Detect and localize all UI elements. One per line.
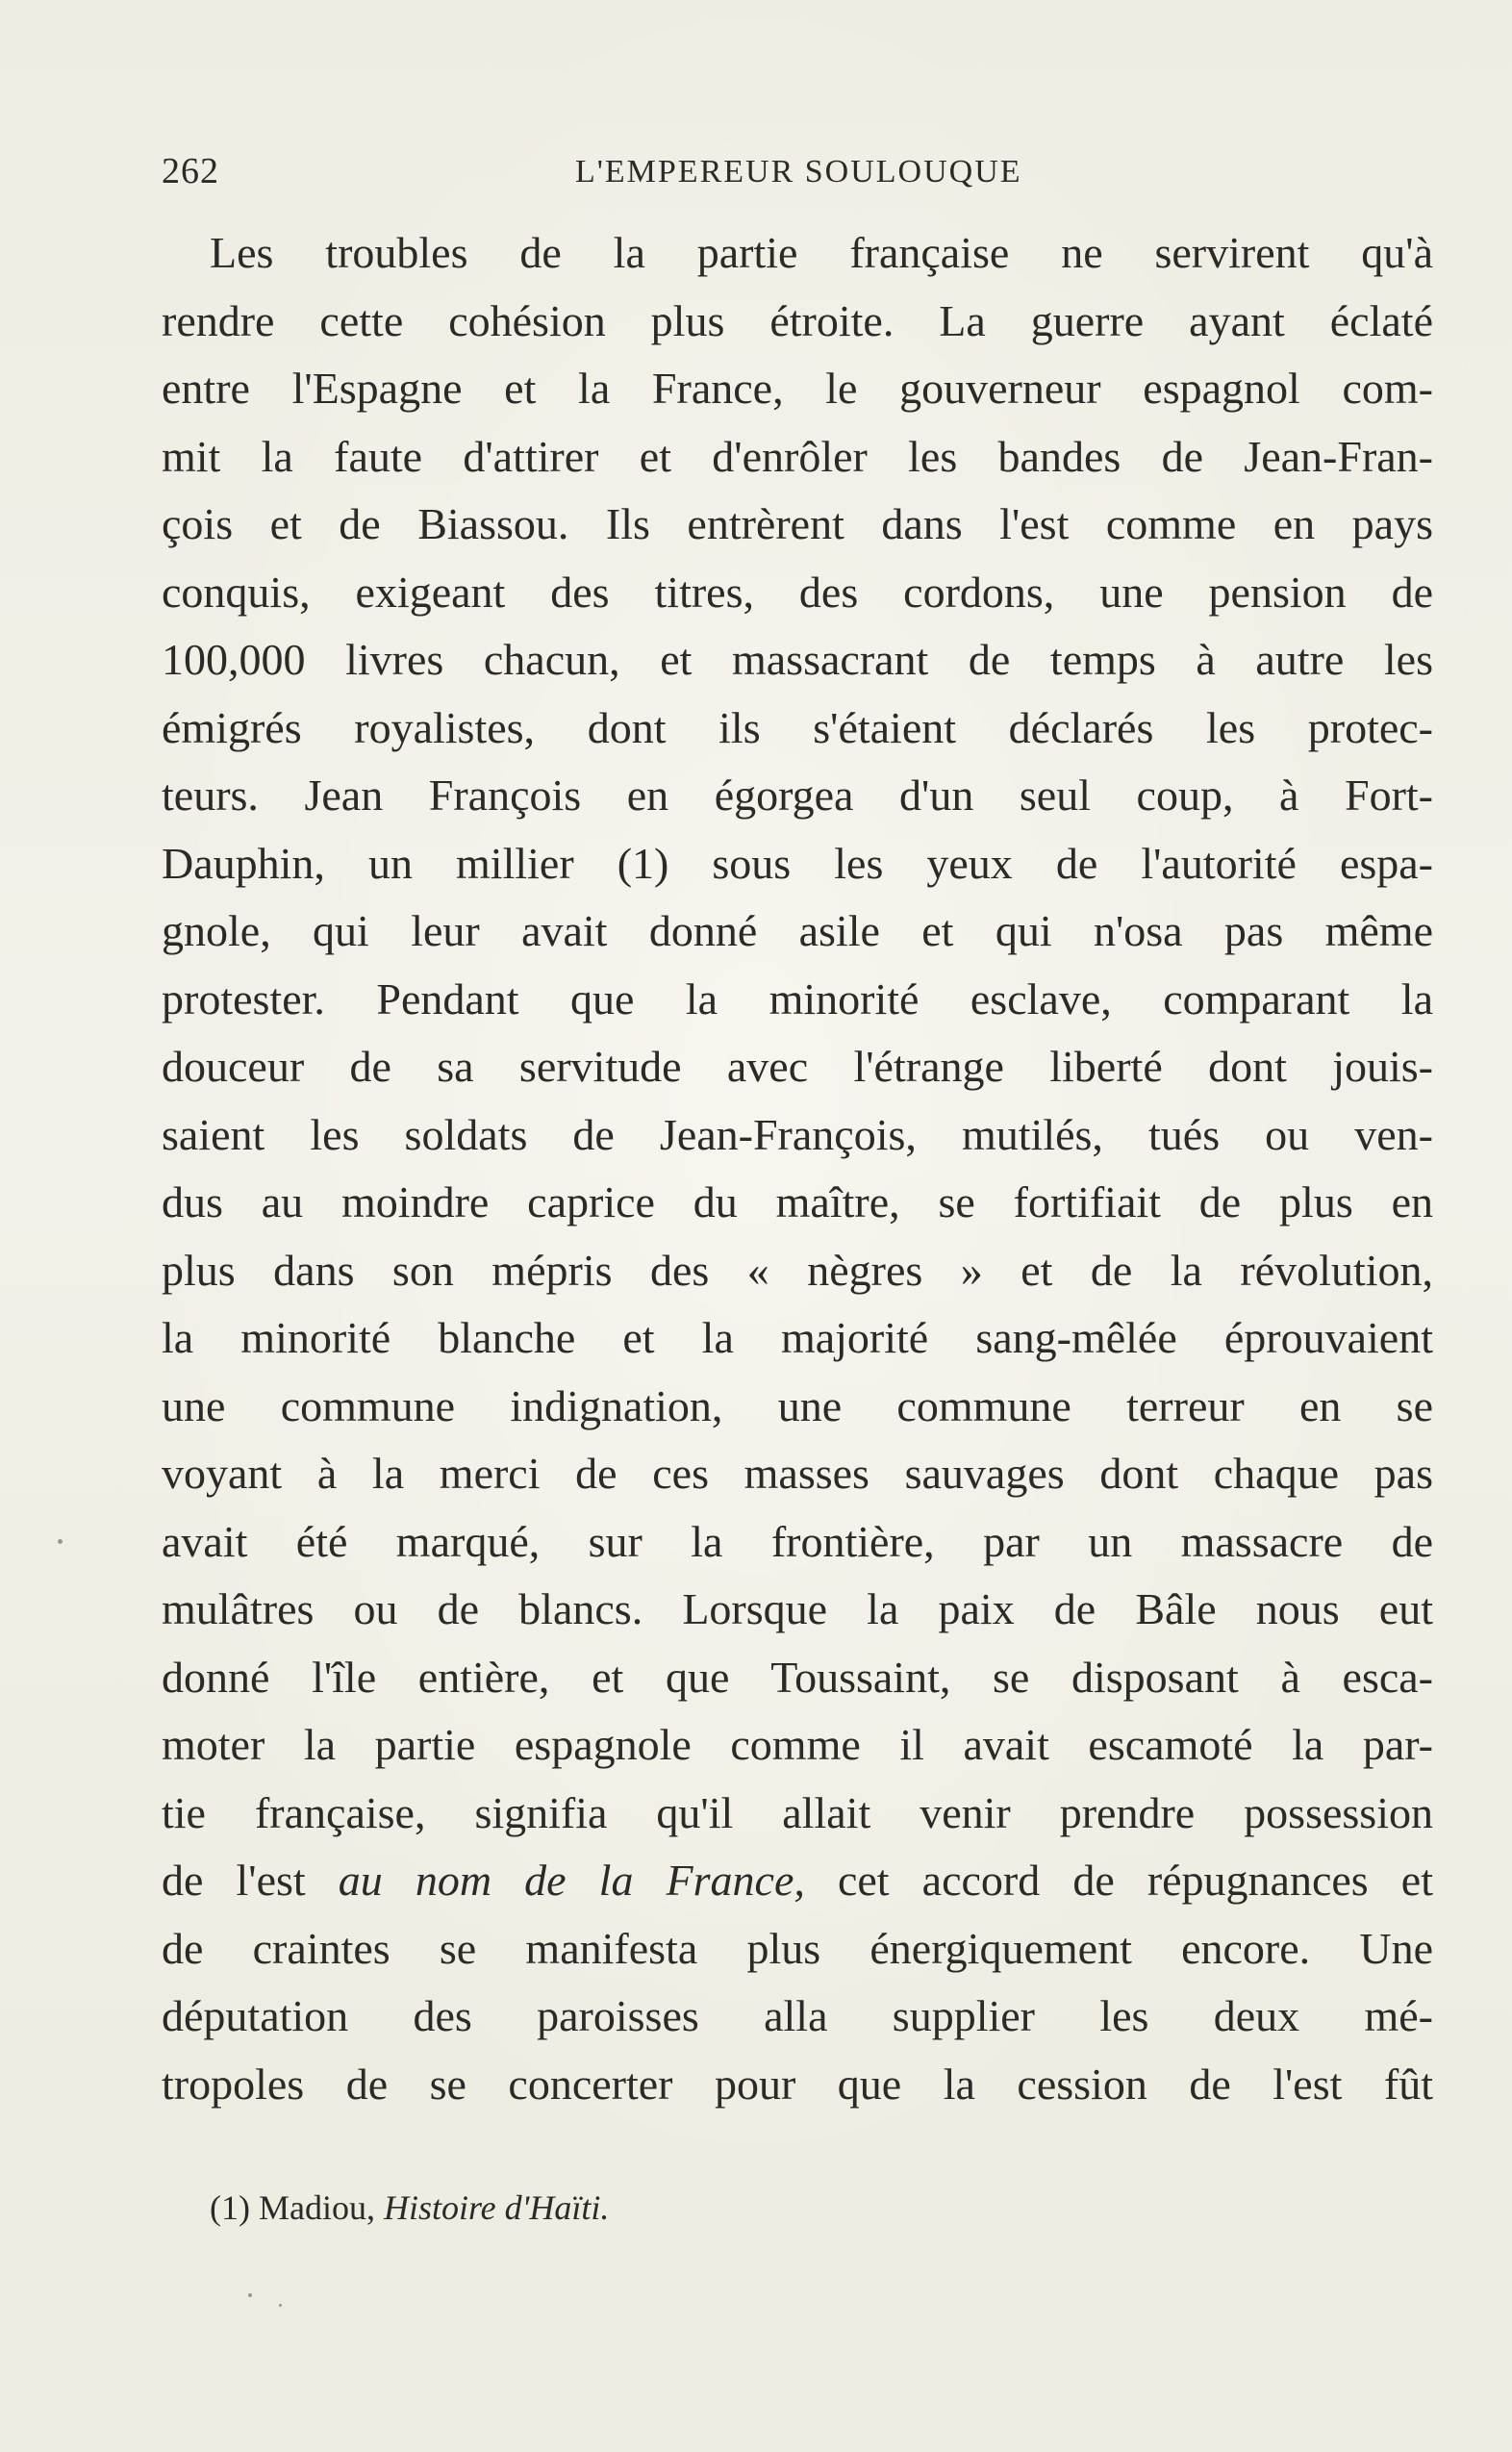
body-text [162,219,1433,2118]
footnote-author: Madiou, [258,2188,375,2227]
text-line: la minorité blanche et la majorité sang-mêlée éprouvaient [162,1313,1433,1362]
page-number: 262 [162,151,219,191]
text-line: teurs. Jean François en égorgea d'un seul coup, à Fort- [162,771,1433,820]
italic-phrase: au nom de la France, [338,1856,805,1905]
text-line: voyant à la merci de ces masses sauvages dont chaque pas [162,1449,1433,1498]
text-line: dus au moindre caprice du maître, se fortifiait de plus en [162,1177,1433,1226]
text-line: donné l'île entière, et que Toussaint, se disposant à esca- [162,1652,1433,1702]
paper-speck [58,1539,63,1544]
text-line: moter la partie espagnole comme il avait escamoté la par- [162,1720,1433,1769]
page-header [162,144,1431,202]
text-line: tropoles de se concerter pour que la cession de l'est fût [162,2059,1433,2109]
text-line: mulâtres ou de blancs. Lorsque la paix de Bâle nous eut [162,1584,1433,1633]
paper-speck [279,2304,282,2307]
text-line: émigrés royalistes, dont ils s'étaient déclarés les protec- [162,702,1433,752]
text-line: protester. Pendant que la minorité esclave, comparant la [162,973,1433,1024]
text-line: rendre cette cohésion plus étroite. La guerre ayant éclaté [162,295,1433,345]
footnote-title: Histoire d'Haïti. [383,2188,610,2227]
running-title: L'EMPEREUR SOULOUQUE [575,154,1022,190]
text-line: mit la faute d'attirer et d'enrôler les bandes de Jean-Fran- [162,431,1433,481]
text-line: 100,000 livres chacun, et massacrant de temps à autre les [162,635,1433,684]
text-line: de craintes se manifesta plus énergiquement encore. Une [162,1923,1433,1973]
text-segment: de l'est [162,1856,339,1905]
text-line: saient les soldats de Jean-François, mutilés, tués ou ven- [162,1109,1433,1159]
text-line: avait été marqué, sur la frontière, par un massacre de [162,1516,1433,1566]
footnote-marker: (1) [210,2188,250,2227]
paper-speck [248,2293,252,2297]
text-line: gnole, qui leur avait donné asile et qui n'osa pas même [162,906,1433,955]
text-segment: cet accord de répugnances et [804,1856,1433,1905]
text-line: douceur de sa servitude avec l'étrange liberté dont jouis- [162,1042,1433,1091]
text-line: çois et de Biassou. Ils entrèrent dans l'est comme en pays [162,499,1433,548]
footnote [210,2184,1364,2232]
text-line: une commune indignation, une commune terreur en se [162,1380,1433,1430]
text-line: Les troubles de la partie française ne servirent qu'à [210,228,1433,277]
text-line: Dauphin, un millier (1) sous les yeux de l'autorité espa- [162,838,1433,888]
text-line: députation des paroisses alla supplier les deux mé- [162,1991,1433,2040]
text-line: plus dans son mépris des « nègres » et de la révolution, [162,1245,1433,1295]
text-line: conquis, exigeant des titres, des cordons, une pension de [162,567,1433,617]
text-line: tie française, signifia qu'il allait venir prendre possession [162,1787,1433,1837]
text-line: entre l'Espagne et la France, le gouverneur espagnol com- [162,364,1433,413]
text-line [162,1847,1433,1915]
